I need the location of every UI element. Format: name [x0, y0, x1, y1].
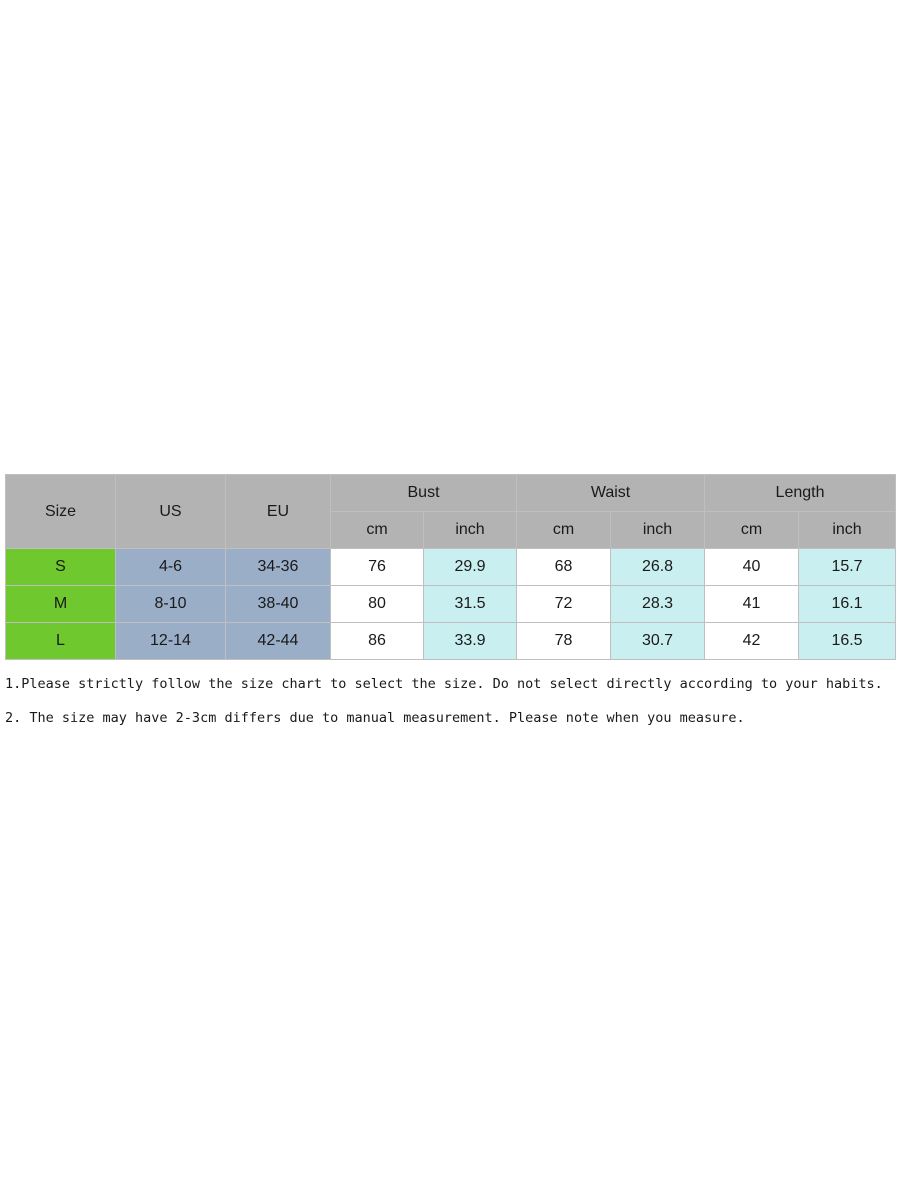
cell-waist-inch: 30.7: [611, 623, 705, 660]
cell-length-cm: 40: [705, 549, 799, 586]
note-line-1: 1.Please strictly follow the size chart to select the size. Do not select directly according to your habits.: [5, 676, 883, 692]
cell-bust-cm: 76: [331, 549, 424, 586]
cell-waist-inch: 26.8: [611, 549, 705, 586]
cell-eu: 38-40: [226, 586, 331, 623]
cell-waist-cm: 78: [517, 623, 611, 660]
cell-eu: 34-36: [226, 549, 331, 586]
header-eu: EU: [226, 475, 331, 549]
header-length: Length: [705, 475, 896, 512]
header-waist: Waist: [517, 475, 705, 512]
cell-bust-cm: 86: [331, 623, 424, 660]
cell-length-inch: 16.1: [799, 586, 896, 623]
cell-length-cm: 42: [705, 623, 799, 660]
size-chart-table: [5, 474, 896, 660]
cell-waist-cm: 68: [517, 549, 611, 586]
cell-size: L: [6, 623, 116, 660]
cell-eu: 42-44: [226, 623, 331, 660]
header-us: US: [116, 475, 226, 549]
size-chart-notes: [5, 676, 895, 744]
cell-length-inch: 15.7: [799, 549, 896, 586]
cell-bust-cm: 80: [331, 586, 424, 623]
cell-bust-inch: 33.9: [424, 623, 517, 660]
cell-us: 8-10: [116, 586, 226, 623]
header-waist-inch: inch: [611, 512, 705, 549]
header-length-cm: cm: [705, 512, 799, 549]
cell-bust-inch: 29.9: [424, 549, 517, 586]
size-chart-container: [5, 474, 895, 660]
cell-length-cm: 41: [705, 586, 799, 623]
cell-bust-inch: 31.5: [424, 586, 517, 623]
header-bust-inch: inch: [424, 512, 517, 549]
header-waist-cm: cm: [517, 512, 611, 549]
cell-us: 4-6: [116, 549, 226, 586]
header-length-inch: inch: [799, 512, 896, 549]
table-row: [6, 586, 896, 623]
note-line-2: 2. The size may have 2-3cm differs due to manual measurement. Please note when you measure.: [5, 710, 745, 727]
cell-length-inch: 16.5: [799, 623, 896, 660]
cell-size: M: [6, 586, 116, 623]
table-row: [6, 623, 896, 660]
cell-waist-inch: 28.3: [611, 586, 705, 623]
header-bust: Bust: [331, 475, 517, 512]
header-size: Size: [6, 475, 116, 549]
table-header-row-top: [6, 475, 896, 512]
cell-waist-cm: 72: [517, 586, 611, 623]
table-row: [6, 549, 896, 586]
cell-us: 12-14: [116, 623, 226, 660]
header-bust-cm: cm: [331, 512, 424, 549]
cell-size: S: [6, 549, 116, 586]
